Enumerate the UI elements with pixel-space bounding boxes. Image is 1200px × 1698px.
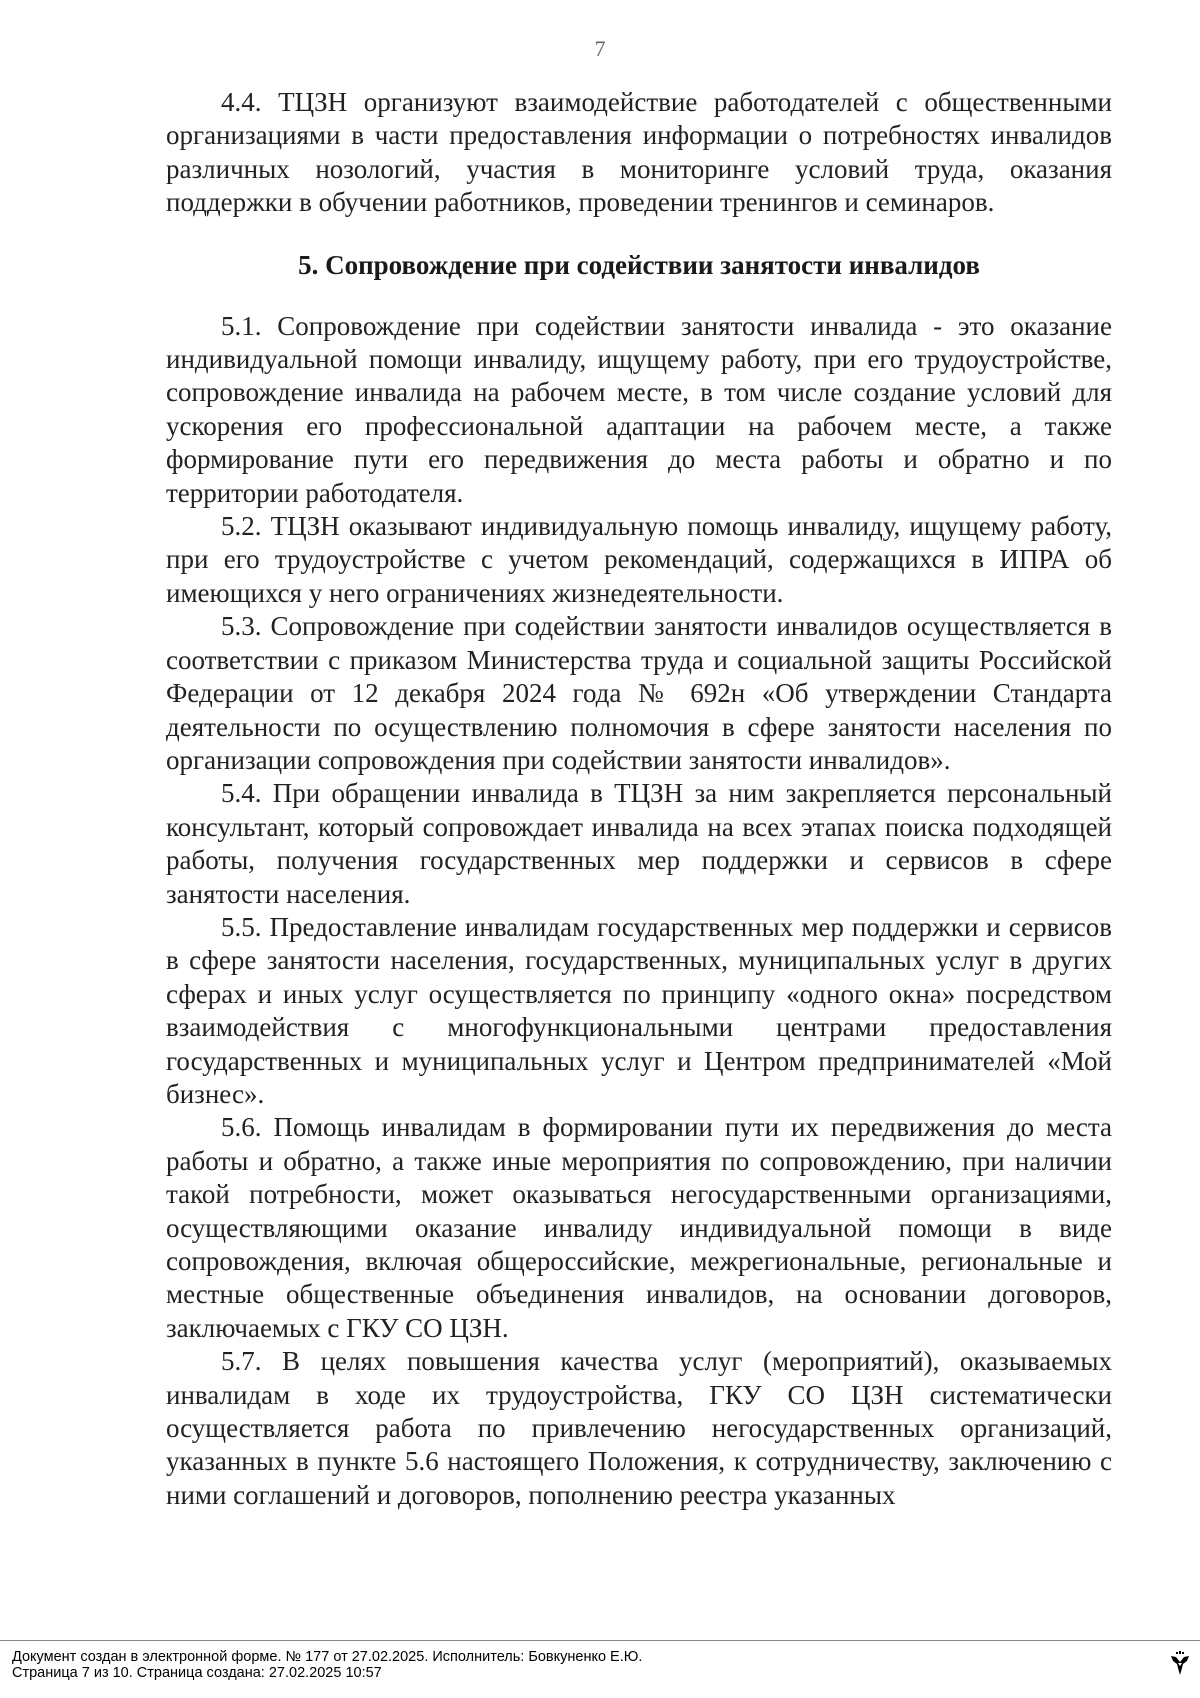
paragraph-5-4: 5.4. При обращении инвалида в ТЦЗН за ним закрепляется персональный консультант, который сопровождает инвалида на всех этапах поиска подходящей работы, получения государственных мер поддержки и сервисов в сфере занятости населения. <box>166 778 1112 909</box>
paragraph-5-6: 5.6. Помощь инвалидам в формировании пути их передвижения до места работы и обратно, а также иные мероприятия по сопровождению, при наличии такой потребности, может оказываться негосударственными организациями, осуществляющими оказание инвалиду индивидуальной помощи в виде сопровождения, включая общероссийские, межрегиональные, региональные и местные общественные объединения инвалидов, на основании договоров, заключаемых с ГКУ СО ЦЗН. <box>166 1112 1112 1343</box>
emblem-icon <box>1170 1651 1190 1677</box>
paragraph-5-3: 5.3. Сопровождение при содействии занятости инвалидов осуществляется в соответствии с приказом Министерства труда и социальной защиты Российской Федерации от 12 декабря 2024 года № 692н «Об утверждении Стандарта деятельности по осуществлению полномочия в сфере занятости населения по организации сопровождения при содействии занятости инвалидов». <box>166 611 1112 775</box>
paragraph-5-1: 5.1. Сопровождение при содействии занятости инвалида - это оказание индивидуальной помощи инвалиду, ищущему работу, при его трудоустройстве, сопровождение инвалида на рабочем месте, в том числе создание условий для ускорения его профессиональной адаптации на рабочем месте, а также формирование пути его передвижения до места работы и обратно и по территории работодателя. <box>166 310 1112 508</box>
paragraph-5-5: 5.5. Предоставление инвалидам государственных мер поддержки и сервисов в сфере занятости населения, государственных, муниципальных услуг в других сферах и иных услуг осуществляется по принципу «одного окна» посредством взаимодействия с многофункциональными центрами предоставления государственных и муниципальных услуг и Центром предпринимателей «Мой бизнес». <box>166 911 1112 1109</box>
document-body <box>166 86 1112 1512</box>
footer-document-info: Документ создан в электронной форме. № 177 от 27.02.2025. Исполнитель: Бовкуненко Е.Ю. <box>12 1649 643 1665</box>
footer-page-info: Страница 7 из 10. Страница создана: 27.02.2025 10:57 <box>12 1665 382 1681</box>
paragraph-5-2: 5.2. ТЦЗН оказывают индивидуальную помощь инвалиду, ищущему работу, при его трудоустройстве с учетом рекомендаций, содержащихся в ИПРА об имеющихся у него ограничениях жизнедеятельности. <box>166 511 1112 608</box>
paragraph-5-7: 5.7. В целях повышения качества услуг (мероприятий), оказываемых инвалидам в ходе их трудоустройства, ГКУ СО ЦЗН систематически осуществляется работа по привлечению негосударственных организаций, указанных в пункте 5.6 настоящего Положения, к сотрудничеству, заключению с ними соглашений и договоров, пополнению реестра указанных <box>166 1346 1112 1510</box>
page-number: 7 <box>594 36 606 61</box>
section-heading: 5. Сопровождение при содействии занятости инвалидов <box>298 249 980 280</box>
document-footer <box>0 1640 1200 1681</box>
paragraph-4-4: 4.4. ТЦЗН организуют взаимодействие работодателей с общественными организациями в части предоставления информации о потребностях инвалидов различных нозологий, участия в мониторинге условий труда, оказания поддержки в обучении работников, проведении тренингов и семинаров. <box>166 87 1112 218</box>
